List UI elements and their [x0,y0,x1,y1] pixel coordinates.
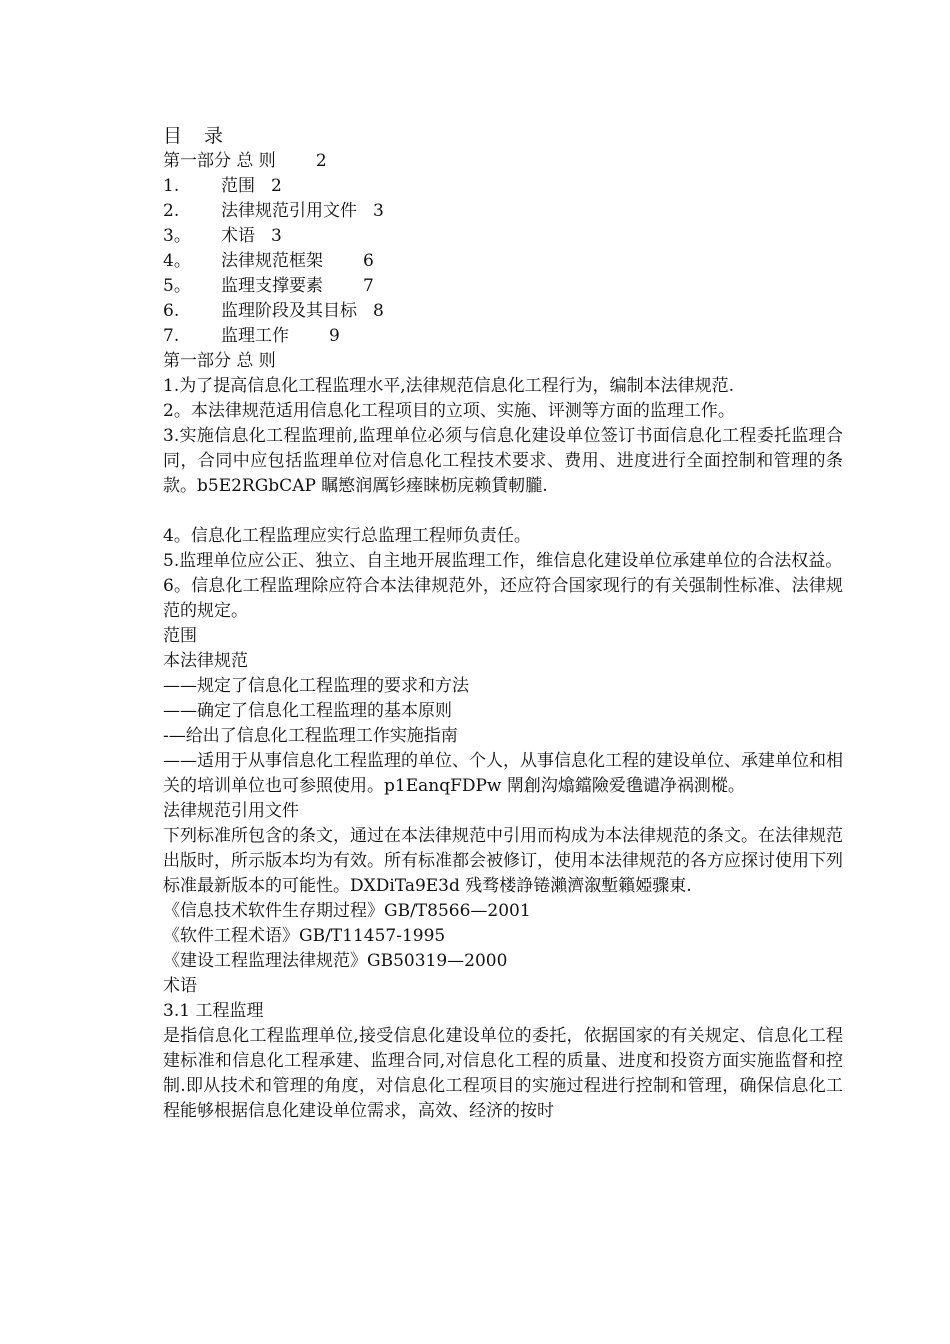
paragraph-2: 2。本法律规范适用信息化工程项目的立项、实施、评测等方面的监理工作。 [163,401,735,421]
scope-item: -—给出了信息化工程监理工作实施指南 [163,726,458,746]
toc-item[interactable]: 4。 法律规范框架 6 [163,251,374,271]
toc-item[interactable]: 5。 监理支撑要素 7 [163,276,374,296]
reference-item: 《建设工程监理法律规范》GB50319—2000 [163,951,508,971]
part1-heading: 第一部分 总 则 [163,351,276,371]
scope-item: ——适用于从事信息化工程监理的单位、个人，从事信息化工程的建设单位、承建单位和相关的培训单位也可参照使用。p1EanqFDPw 閛創沟熻鐺險爱氇谴净祸測樅。 [163,751,843,796]
paragraph-5: 5.监理单位应公正、独立、自主地开展监理工作，维信息化建设单位承建单位的合法权益。 [163,551,843,571]
paragraph-3: 3.实施信息化工程监理前,监理单位必须与信息化建设单位签订书面信息化工程委托监理合同，合同中应包括监理单位对信息化工程技术要求、费用、进度进行全面控制和管理的条款。b5E2RGbCAP 瞩慜润厲钐瘗睐枥庑赖賃軔朧. [163,426,843,496]
term-heading: 3.1 工程监理 [163,1001,264,1021]
toc-item[interactable]: 1. 范围 2 [163,176,282,196]
reference-item: 《软件工程术语》GB/T11457-1995 [163,926,446,946]
toc-part1-page: 2 [315,151,327,171]
section-heading-references: 法律规范引用文件 [163,801,299,821]
paragraph-4: 4。信息化工程监理应实行总监理工程师负责任。 [163,526,531,546]
toc-item[interactable]: 7. 监理工作 9 [163,326,340,346]
toc-item[interactable]: 3。 术语 3 [163,226,282,246]
reference-item: 《信息技术软件生存期过程》GB/T8566—2001 [163,901,531,921]
term-paragraph: 是指信息化工程监理单位,接受信息化建设单位的委托，依据国家的有关规定、信息化工程建标准和信息化工程承建、监理合同,对信息化工程的质量、进度和投资方面实施监督和控制.即从技术和管理的角度，对信息化工程项目的实施过程进行控制和管理，确保信息化工程能够根据信息化建设单位需求，高效、经济的按时 [163,1026,843,1121]
section-heading-scope: 范围 [163,626,197,646]
toc-part1[interactable] [163,149,843,174]
references-paragraph: 下列标准所包含的条文，通过在本法律规范中引用而构成为本法律规范的条文。在法律规范出版时，所示版本均为有效。所有标准都会被修订，使用本法律规范的各方应探讨使用下列标准最新版本的可能性。DXDiTa9E3d 残骛楼諍锩瀨濟溆塹籟婭骤東. [163,826,843,896]
paragraph-6: 6。信息化工程监理除应符合本法律规范外，还应符合国家现行的有关强制性标准、法律规范的规定。 [163,576,843,621]
spacer [163,499,843,524]
toc-item[interactable]: 2. 法律规范引用文件 3 [163,201,384,221]
scope-intro: 本法律规范 [163,651,248,671]
toc-item[interactable]: 6. 监理阶段及其目标 8 [163,301,384,321]
scope-item: ——确定了信息化工程监理的基本原则 [163,701,452,721]
toc-title: 目 录 [163,125,224,147]
document-page [163,124,843,1124]
paragraph-1: 1.为了提高信息化工程监理水平,法律规范信息化工程行为，编制本法律规范. [163,376,735,396]
scope-item: ——规定了信息化工程监理的要求和方法 [163,676,469,696]
section-heading-terms: 术语 [163,976,197,996]
toc-part1-label: 第一部分 总 则 [163,151,276,171]
